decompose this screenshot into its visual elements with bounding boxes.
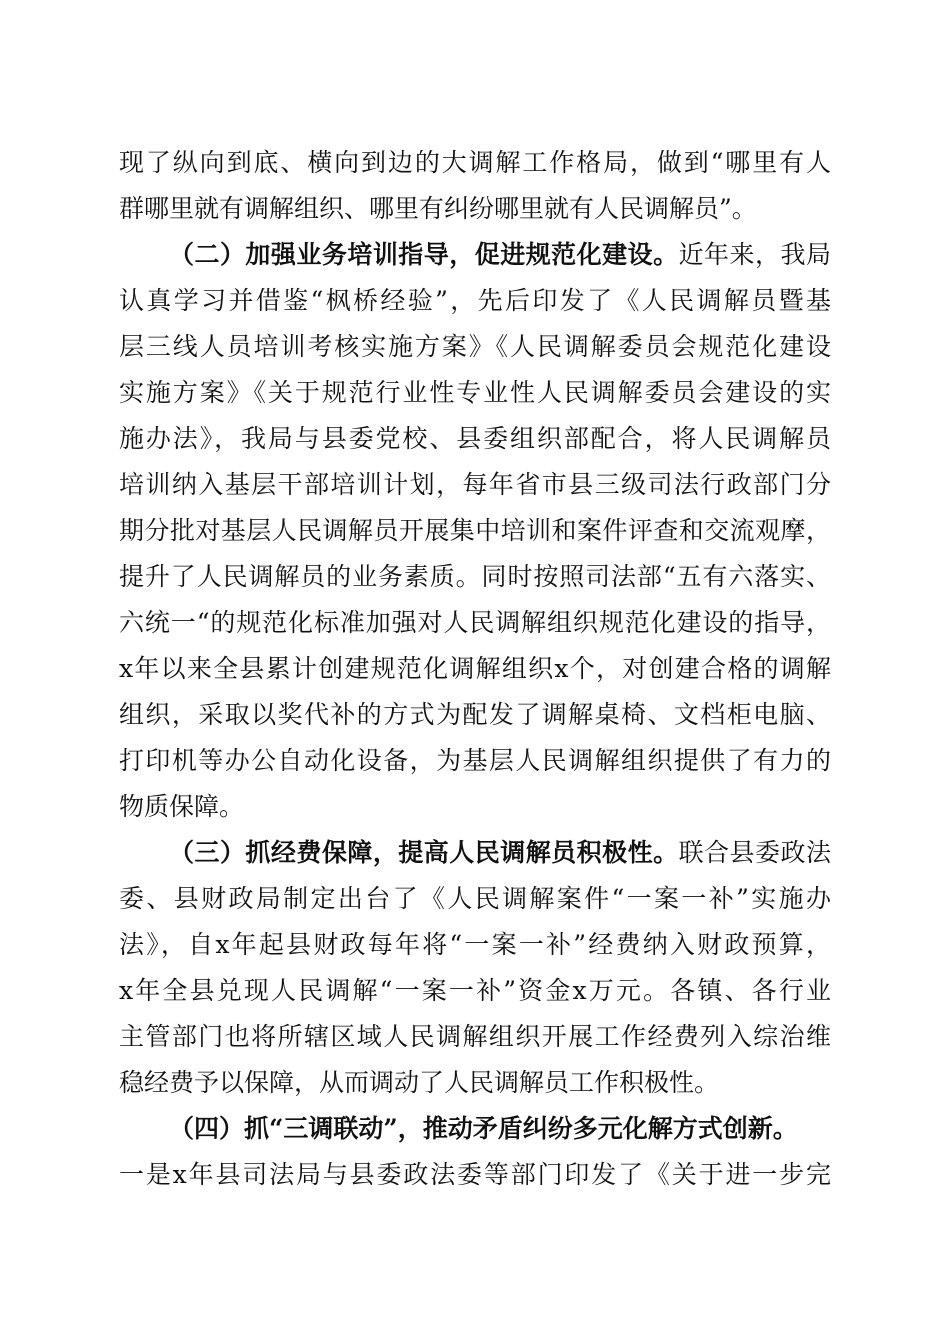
text-line: 期分批对基层人民调解员开展集中培训和案件评查和交流观摩， xyxy=(119,516,831,545)
text-line: 实施方案》《关于规范行业性专业性人民调解委员会建设的实 xyxy=(119,378,831,407)
text-line: 打印机等办公自动化设备，为基层人民调解组织提供了有力的 xyxy=(119,746,831,775)
text-line: 稳经费予以保障，从而调动了人民调解员工作积极性。 xyxy=(119,1068,720,1097)
text-line: x年以来全县累计创建规范化调解组织x个，对创建合格的调解 xyxy=(119,654,831,683)
text-line: x年全县兑现人民调解“一案一补”资金x万元。各镇、各行业 xyxy=(119,976,831,1005)
text-line: 层三线人员培训考核实施方案》《人民调解委员会规范化建设 xyxy=(119,332,831,361)
text-line: 提升了人民调解员的业务素质。同时按照司法部“五有六落实、 xyxy=(119,562,831,591)
text-line: 组织，采取以奖代补的方式为配发了调解桌椅、文档柜电脑、 xyxy=(119,700,831,729)
text-line: 施办法》，我局与县委党校、县委组织部配合，将人民调解员 xyxy=(119,424,831,453)
text-line: 现了纵向到底、横向到边的大调解工作格局，做到“哪里有人 xyxy=(119,148,831,177)
text-line: 委、县财政局制定出台了《人民调解案件“一案一补”实施办 xyxy=(119,884,831,913)
text-line: 主管部门也将所辖区域人民调解组织开展工作经费列入综治维 xyxy=(119,1022,831,1051)
text-line: 培训纳入基层干部培训计划，每年省市县三级司法行政部门分 xyxy=(119,470,831,499)
text-span: 近年来，我局 xyxy=(678,240,831,269)
text-line: 认真学习并借鉴“枫桥经验”，先后印发了《人民调解员暨基 xyxy=(119,286,831,315)
section-heading-2: （二）加强业务培训指导，促进规范化建设。 xyxy=(169,240,679,269)
text-line: 物质保障。 xyxy=(119,792,245,821)
section-heading-3: （三）抓经费保障，提高人民调解员积极性。 xyxy=(169,838,679,867)
section-heading-line xyxy=(169,235,831,275)
section-heading-4: （四）抓“三调联动”，推动矛盾纠纷多元化解方式创新。 xyxy=(169,1114,798,1143)
section-heading-line xyxy=(169,833,831,873)
text-line: 六统一“的规范化标准加强对人民调解组织规范化建设的指导， xyxy=(119,608,831,637)
text-line: 法》，自x年起县财政每年将“一案一补”经费纳入财政预算， xyxy=(119,930,831,959)
text-line: 一是x年县司法局与县委政法委等部门印发了《关于进一步完 xyxy=(119,1160,831,1189)
text-span: 联合县委政法 xyxy=(678,838,831,867)
section-heading-line xyxy=(169,1109,831,1149)
text-line: 群哪里就有调解组织、哪里有纠纷哪里就有人民调解员”。 xyxy=(119,194,757,223)
